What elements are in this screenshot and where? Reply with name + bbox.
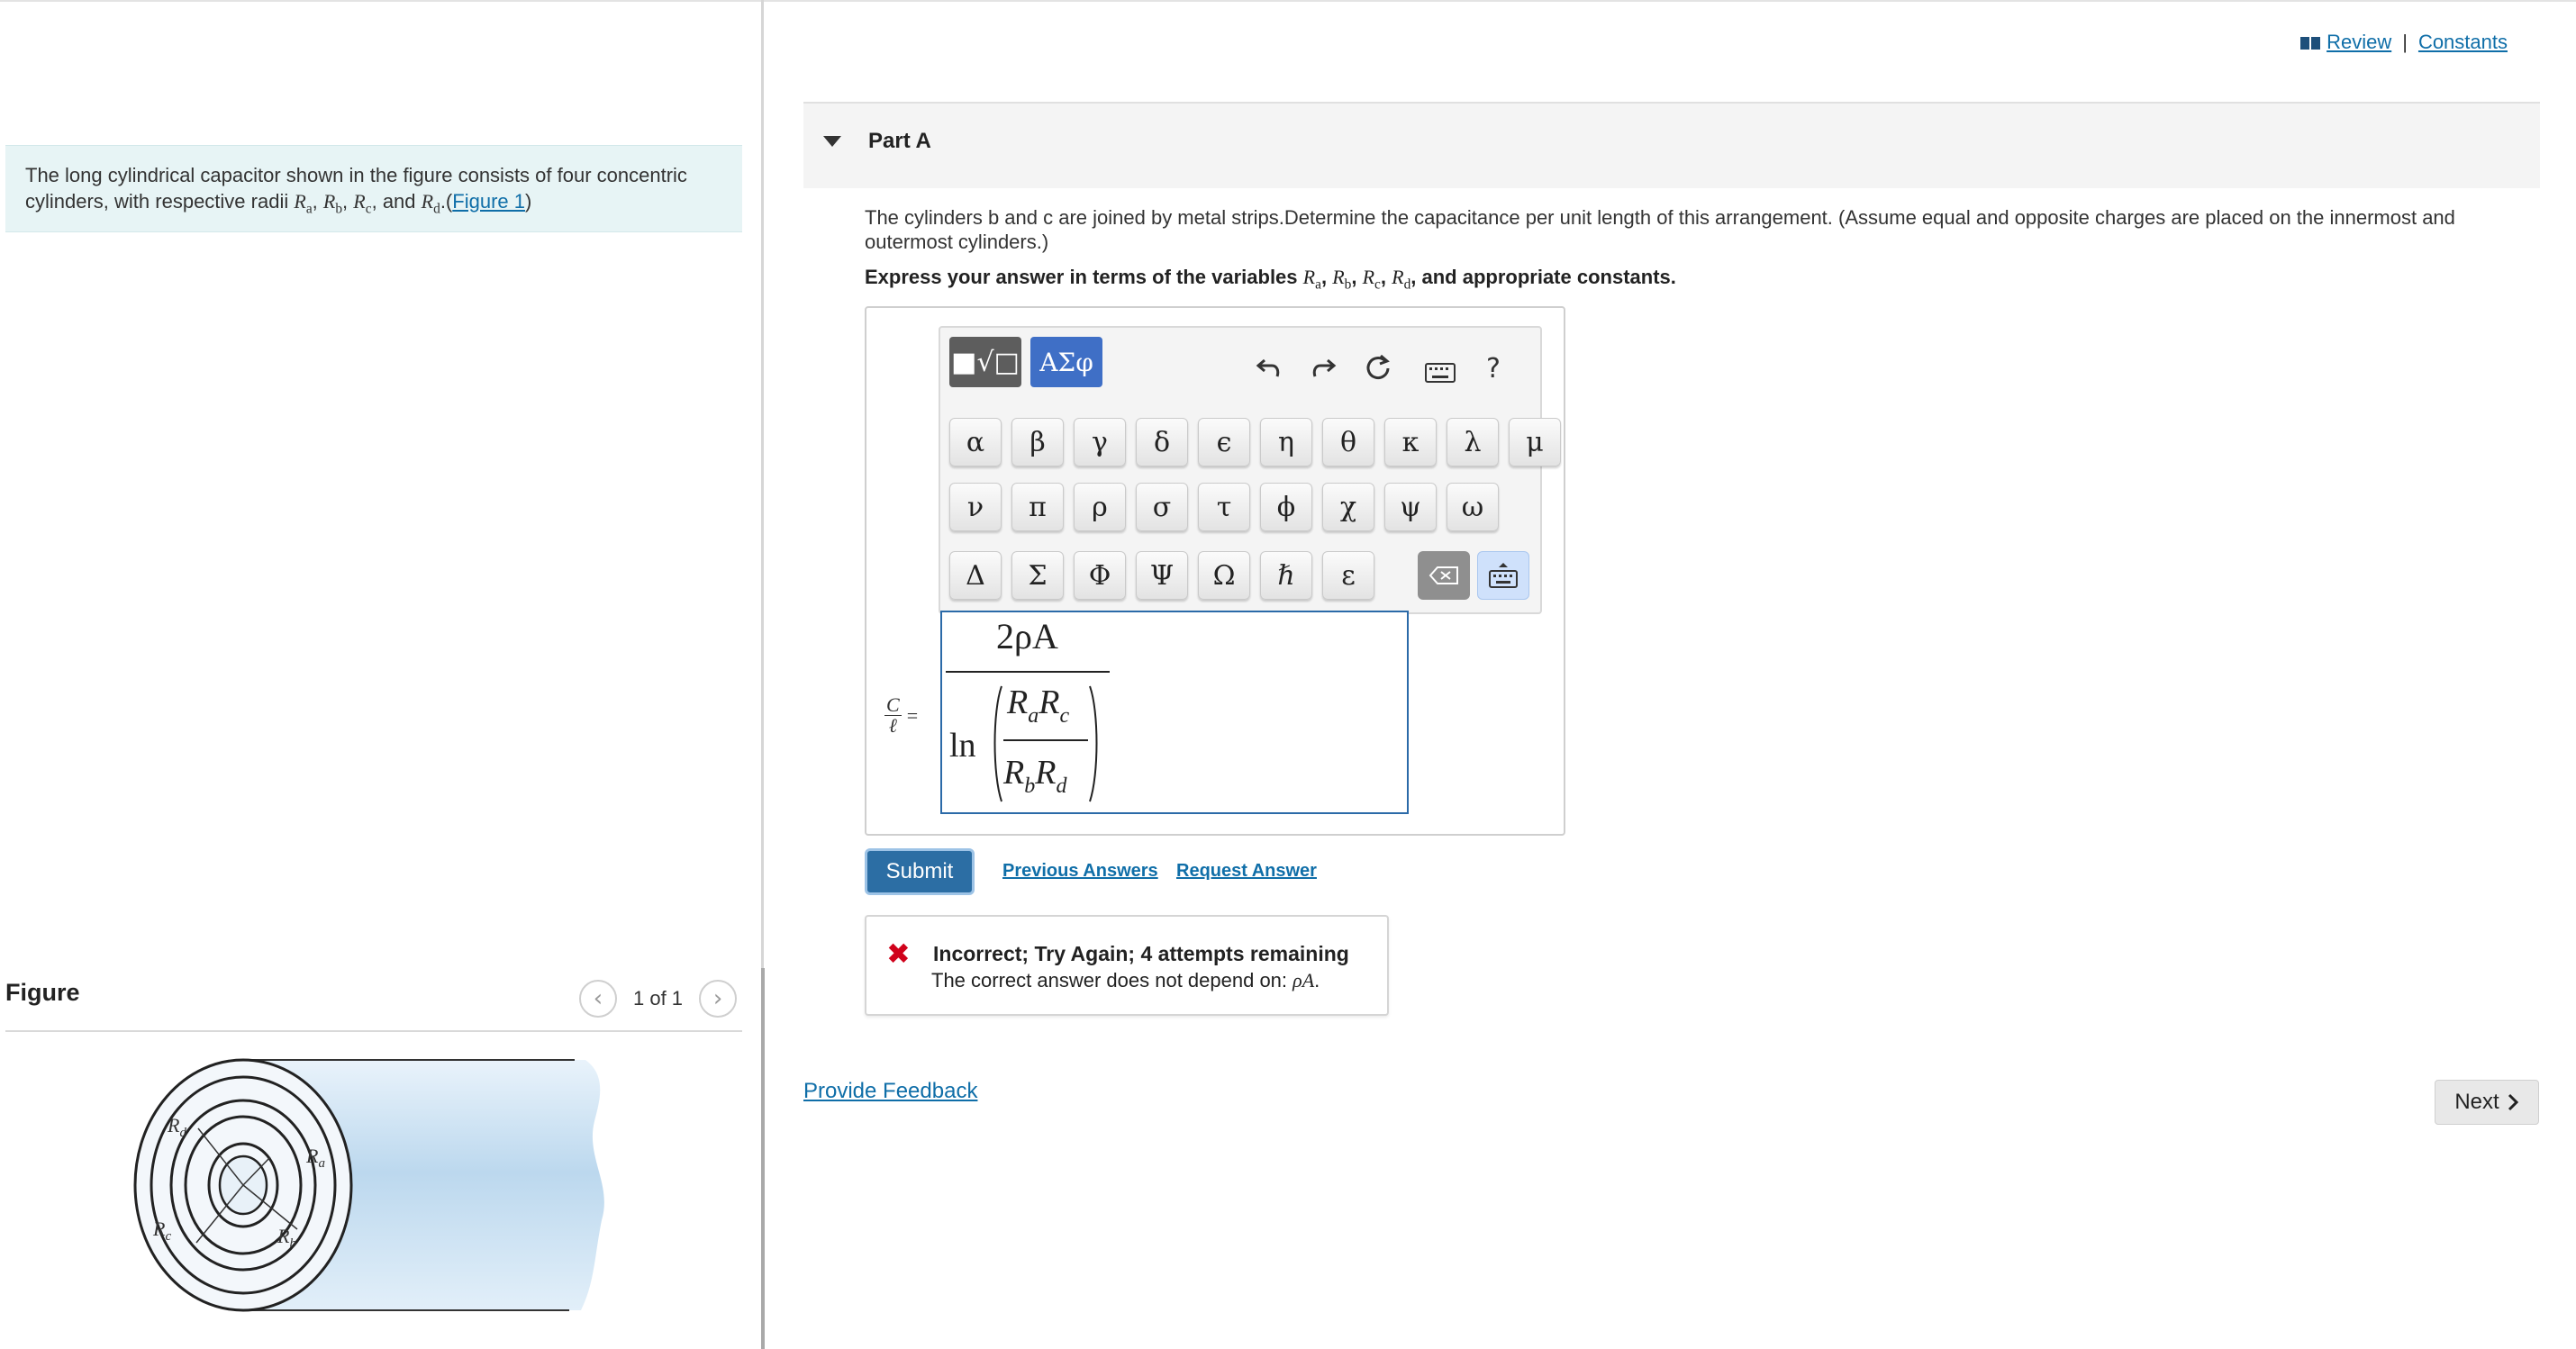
backspace-icon	[1429, 566, 1459, 585]
expr-numerator: 2ρA	[996, 616, 1058, 656]
figure-divider	[5, 1030, 742, 1032]
reset-icon[interactable]	[1364, 353, 1392, 389]
equals-sign: =	[906, 703, 919, 727]
greek-key[interactable]: Δ	[949, 551, 1002, 600]
radius-c: $R_c$	[353, 190, 372, 217]
express-prefix: Express your answer in terms of the variables	[865, 266, 1298, 288]
greek-key[interactable]: Ω	[1198, 551, 1250, 600]
var-rd: $R_d$	[1392, 266, 1411, 293]
greek-key[interactable]: κ	[1384, 418, 1437, 466]
label-rd: $R_d$	[168, 1114, 186, 1140]
greek-key[interactable]: Ψ	[1136, 551, 1188, 600]
backspace-key[interactable]	[1418, 551, 1470, 600]
greek-key[interactable]: β	[1011, 418, 1064, 466]
feedback-title: Incorrect; Try Again; 4 attempts remaining	[933, 942, 1349, 965]
answer-input[interactable]	[940, 611, 1409, 814]
greek-key[interactable]: ϕ	[1260, 483, 1312, 531]
figure-title: Figure	[5, 979, 80, 1006]
panel-resize-handle[interactable]	[761, 968, 765, 1349]
request-answer-link[interactable]: Request Answer	[1176, 861, 1317, 881]
greek-key[interactable]: λ	[1447, 418, 1499, 466]
greek-key[interactable]: ϵ	[1198, 418, 1250, 466]
book-icon	[2299, 35, 2321, 51]
label-ra: $R_a$	[306, 1145, 325, 1171]
greek-key[interactable]: σ	[1136, 483, 1188, 531]
templates-tab[interactable]: ■√□	[949, 337, 1021, 387]
toggle-keyboard-key[interactable]	[1477, 551, 1529, 600]
label-rb: $R_b$	[277, 1225, 296, 1251]
greek-key[interactable]: ε	[1322, 551, 1374, 600]
answer-lhs	[884, 695, 918, 736]
greek-key[interactable]: ν	[949, 483, 1002, 531]
math-palette	[939, 326, 1542, 614]
var-rb: $R_b$	[1332, 266, 1352, 293]
answer-area	[865, 306, 1565, 836]
keyboard-icon[interactable]	[1425, 358, 1456, 390]
greek-key[interactable]: δ	[1136, 418, 1188, 466]
help-icon[interactable]: ?	[1486, 353, 1501, 385]
left-panel	[0, 0, 761, 1349]
capacitor-figure	[126, 1049, 630, 1319]
problem-intro: The long cylindrical capacitor shown in the figure consists of four concentric cylinders, with respective radii $R_a$, $R_b$, $R_c$, and $R_d.(Figure$ 1)	[5, 145, 742, 232]
chevron-right-icon	[2507, 1093, 2519, 1111]
chevron-left-icon: ‹	[593, 985, 603, 1012]
error-x-icon: ✖	[886, 937, 911, 971]
greek-key[interactable]: π	[1011, 483, 1064, 531]
submit-button[interactable]: Submit	[865, 848, 975, 895]
figure-pager	[579, 979, 737, 1019]
next-button[interactable]	[2435, 1080, 2539, 1125]
greek-key[interactable]: η	[1260, 418, 1312, 466]
greek-key[interactable]: γ	[1074, 418, 1126, 466]
greek-key[interactable]: ω	[1447, 483, 1499, 531]
figure-prev-button[interactable]	[579, 980, 617, 1018]
greek-key[interactable]: χ	[1322, 483, 1374, 531]
var-ra: $R_a$	[1302, 266, 1321, 293]
chevron-right-icon: ›	[712, 985, 723, 1012]
greek-key[interactable]: θ	[1322, 418, 1374, 466]
review-link[interactable]	[2299, 31, 2391, 54]
inner-numerator: $R_aR_c$	[1007, 684, 1070, 728]
caret-down-icon[interactable]	[823, 136, 841, 147]
greek-key[interactable]: ψ	[1384, 483, 1437, 531]
greek-key[interactable]: α	[949, 418, 1002, 466]
constants-link[interactable]: Constants	[2417, 31, 2508, 53]
greek-key[interactable]: Σ	[1011, 551, 1064, 600]
lhs-denominator: ℓ	[888, 714, 897, 737]
previous-answers-link[interactable]: Previous Answers	[1002, 861, 1158, 881]
ln-label: ln	[949, 727, 976, 765]
provide-feedback-link[interactable]: Provide Feedback	[803, 1079, 978, 1103]
keyboard-up-icon	[1488, 562, 1519, 589]
greek-key[interactable]: ℏ	[1260, 551, 1312, 600]
question-text: The cylinders b and c are joined by metal strips.Determine the capacitance per unit length of this arrangement. (Assume equal and opposite charges are placed on the innermost and outermost cylinders.)	[865, 206, 2455, 253]
greek-tab[interactable]: ΑΣφ	[1030, 337, 1102, 387]
express-suffix: and appropriate constants.	[1421, 266, 1676, 288]
radius-b: $R_b$	[322, 190, 343, 217]
answer-expression	[942, 612, 1407, 812]
express-instructions: Express your answer in terms of the variables $R_a$, $R_b$, $R_c$, $R_d$, and appropriate constants.	[865, 266, 1676, 293]
feedback-message	[865, 915, 1389, 1016]
greek-key[interactable]: Φ	[1074, 551, 1126, 600]
undo-icon[interactable]	[1256, 353, 1283, 387]
lhs-numerator: C	[886, 693, 900, 716]
part-a-header[interactable]	[803, 102, 2540, 188]
resource-links	[2299, 31, 2508, 54]
figure-next-button[interactable]	[699, 980, 737, 1018]
radius-d: $R_d$	[421, 190, 440, 217]
link-separator: |	[2402, 31, 2408, 53]
review-label: Review	[2327, 31, 2392, 53]
and-word: and	[382, 190, 416, 213]
redo-icon[interactable]	[1310, 353, 1337, 387]
radius-a: $R_a$	[294, 190, 313, 217]
var-rc: $R_c$	[1362, 266, 1381, 293]
next-label: Next	[2454, 1090, 2499, 1114]
feedback-detail: The correct answer does not depend on: ρA.	[931, 969, 1320, 991]
greek-key[interactable]: ρ	[1074, 483, 1126, 531]
figure-counter: 1 of 1	[633, 987, 684, 1009]
greek-key[interactable]: μ	[1509, 418, 1561, 466]
inner-denominator: $R_bR_d$	[1003, 754, 1067, 798]
intro-text: The long cylindrical capacitor shown in the figure consists of four concentric cylinders, with respective radii	[25, 164, 687, 213]
part-title: Part A	[868, 129, 931, 153]
label-rc: $R_c$	[153, 1218, 172, 1244]
greek-key[interactable]: τ	[1198, 483, 1250, 531]
figure-link[interactable]: Figure 1	[452, 190, 525, 213]
